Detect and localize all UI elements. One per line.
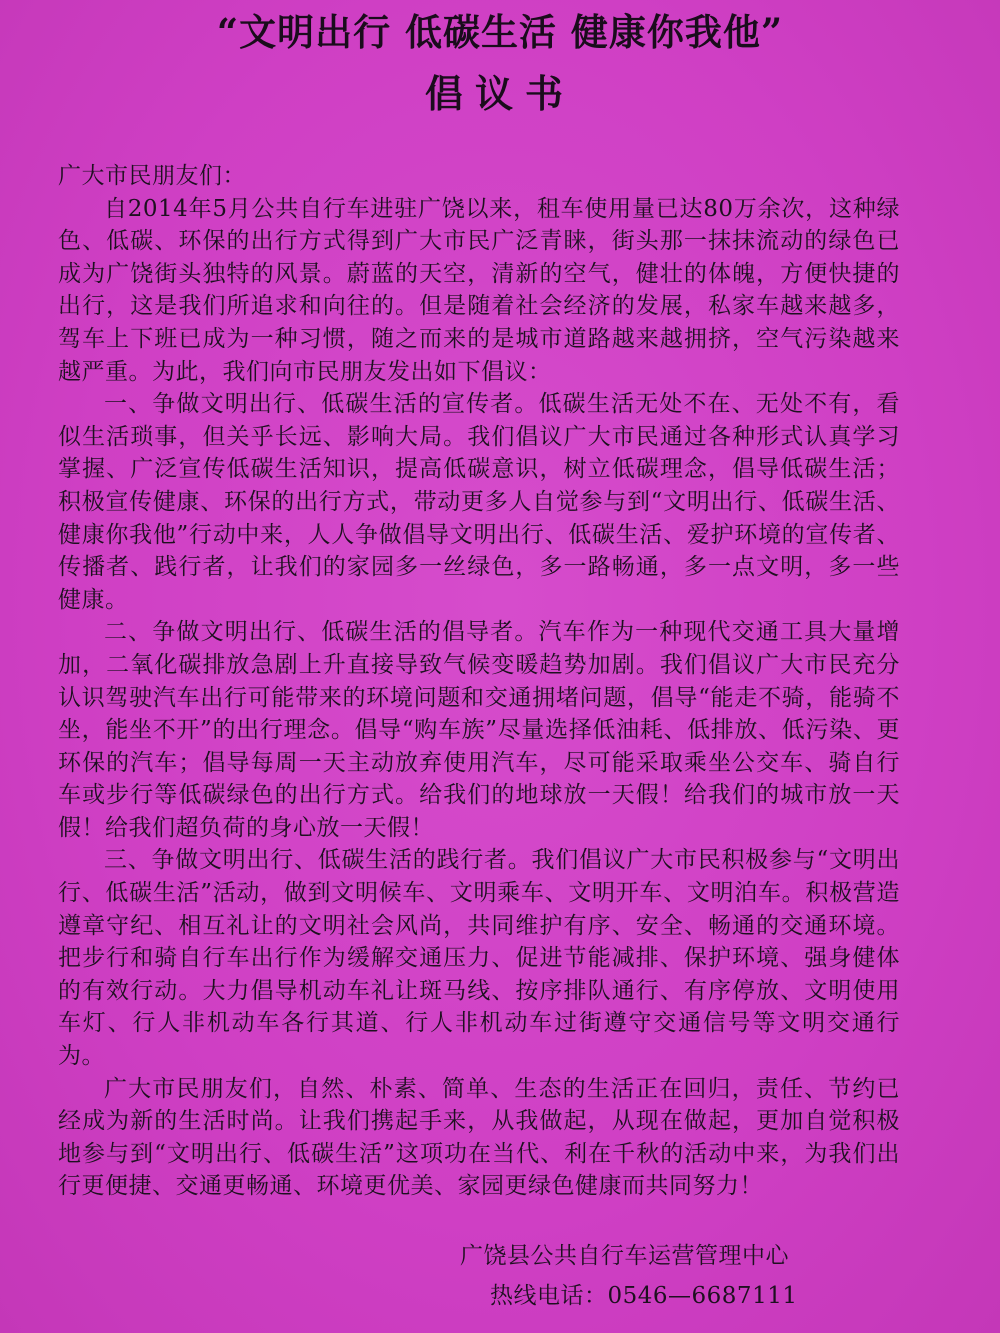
signature-hotline: 热线电话：0546—6687111 (490, 1283, 798, 1309)
paragraph-proposal-2: 二、争做文明出行、低碳生活的倡导者。汽车作为一种现代交通工具大量增加，二氧化碳排放急剧上升直接导致气候变暖趋势加剧。我们倡议广大市民充分认识驾驶汽车出行可能带来的环境问题和交通拥堵问题，倡导“能走不骑，能骑不坐，能坐不开”的出行理念。倡导“购车族”尽量选择低油耗、低排放、低污染、更环保的汽车；倡导每周一天主动放弃使用汽车，尽可能采取乘坐公交车、骑自行车或步行等低碳绿色的出行方式。给我们的地球放一天假！给我们的城市放一天假！给我们超负荷的身心放一天假！ (58, 619, 900, 841)
document-body (58, 160, 900, 1203)
salutation: 广大市民朋友们： (58, 163, 246, 189)
paragraph-intro: 自2014年5月公共自行车进驻广饶以来，租车使用量已达80万余次，这种绿色、低碳、环保的出行方式得到广大市民广泛青睐，街头那一抹抹流动的绿色已成为广饶街头独特的风景。蔚蓝的天空，清新的空气，健壮的体魄，方便快捷的出行，这是我们所追求和向往的。但是随着社会经济的发展，私家车越来越多，驾车上下班已成为一种习惯，随之而来的是城市道路越来越拥挤，空气污染越来越严重。为此，我们向市民朋友发出如下倡议： (58, 195, 900, 385)
signature-block (460, 1236, 797, 1316)
signature-organization: 广饶县公共自行车运营管理中心 (460, 1243, 789, 1269)
paragraph-closing: 广大市民朋友们，自然、朴素、简单、生态的生活正在回归，责任、节约已经成为新的生活时尚。让我们携起手来，从我做起，从现在做起，更加自觉积极地参与到“文明出行、低碳生活”这项功在当代、利在千秋的活动中来，为我们出行更便捷、交通更畅通、环境更优美、家园更绿色健康而共同努力！ (58, 1075, 900, 1200)
document-title: “文明出行 低碳生活 健康你我他” (216, 10, 784, 54)
paragraph-proposal-1: 一、争做文明出行、低碳生活的宣传者。低碳生活无处不在、无处不有，看似生活琐事，但关乎长远、影响大局。我们倡议广大市民通过各种形式认真学习掌握、广泛宣传低碳生活知识，提高低碳意识，树立低碳理念，倡导低碳生活；积极宣传健康、环保的出行方式，带动更多人自觉参与到“文明出行、低碳生活、健康你我他”行动中来，人人争做倡导文明出行、低碳生活、爱护环境的宣传者、传播者、践行者，让我们的家园多一丝绿色，多一路畅通，多一点文明，多一些健康。 (58, 391, 900, 613)
paragraph-proposal-3: 三、争做文明出行、低碳生活的践行者。我们倡议广大市民积极参与“文明出行、低碳生活”活动，做到文明候车、文明乘车、文明开车、文明泊车。积极营造遵章守纪、相互礼让的文明社会风尚，共同维护有序、安全、畅通的交通环境。把步行和骑自行车出行作为缓解交通压力、促进节能减排、保护环境、强身健体的有效行动。大力倡导机动车礼让斑马线、按序排队通行、有序停放、文明使用车灯、行人非机动车各行其道、行人非机动车过街遵守交通信号等文明交通行为。 (58, 847, 900, 1070)
document-subtitle: 倡议书 (424, 71, 575, 116)
